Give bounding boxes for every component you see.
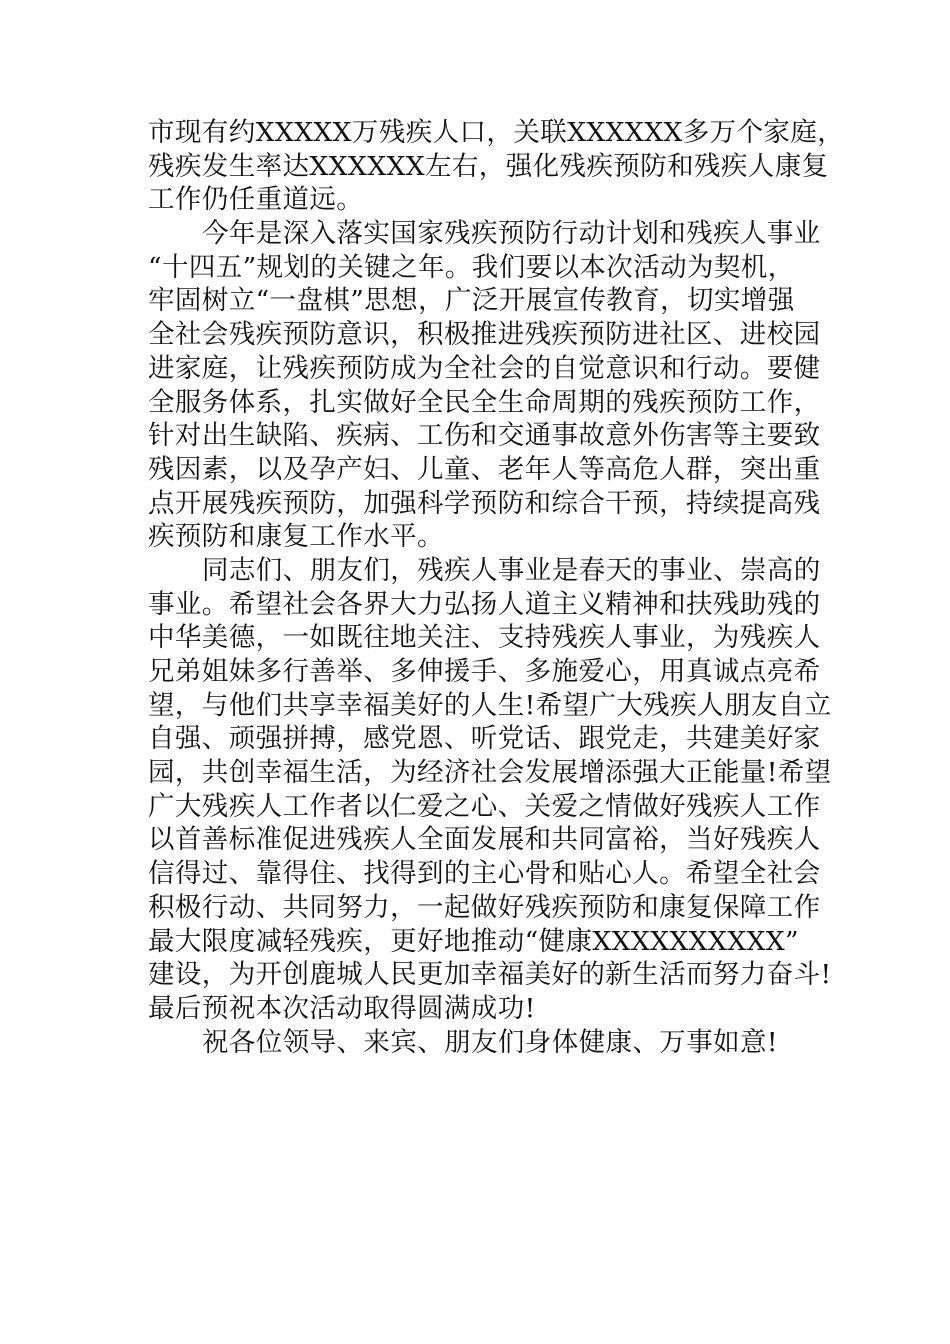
text-line: 市现有约XXXXX万残疾人口，关联XXXXXX多万个家庭，: [148, 117, 845, 148]
paragraph-2: [148, 217, 821, 554]
paragraph-4: [148, 1026, 808, 1060]
text-line: 兄弟姐妹多行善举、多伸援手、多施爱心，用真诚点亮希: [148, 656, 821, 687]
speech-body: [148, 116, 845, 1059]
text-line: 最后预祝本次活动取得圆满成功!: [148, 992, 536, 1024]
text-line: 事业。希望社会各界大力弘扬人道主义精神和扶残助残的: [148, 588, 821, 620]
text-line: 祝各位领导、来宾、朋友们身体健康、万事如意!: [202, 1026, 778, 1058]
text-line: 残疾发生率达XXXXXX左右，强化残疾预防和残疾人康复: [148, 150, 829, 182]
text-line: 今年是深入落实国家残疾预防行动计划和残疾人事业: [202, 218, 821, 250]
paragraph-3: [148, 554, 832, 1026]
text-line: 进家庭，让残疾预防成为全社会的自觉意识和行动。要健: [148, 352, 821, 384]
text-line: 工作仍任重道远。: [148, 184, 364, 216]
text-line: 牢固树立“一盘棋”思想，广泛开展宣传教育，切实增强: [148, 285, 795, 317]
text-line: 以首善标准促进残疾人全面发展和共同富裕，当好残疾人: [148, 824, 821, 856]
text-line: 全社会残疾预防意识，积极推进残疾预防进社区、进校园: [148, 319, 821, 351]
text-line: 全服务体系，扎实做好全民全生命周期的残疾预防工作，: [148, 386, 821, 418]
text-line: 中华美德，一如既往地关注、支持残疾人事业，为残疾人: [148, 622, 821, 654]
text-line: 最大限度减轻残疾，更好地推动“健康XXXXXXXXXX”: [148, 925, 799, 957]
text-line: 建设，为开创鹿城人民更加幸福美好的新生活而努力奋斗!: [148, 959, 832, 991]
text-line: 同志们、朋友们，残疾人事业是春天的事业、崇高的: [202, 554, 821, 586]
text-line: 望，与他们共享幸福美好的人生!希望广大残疾人朋友自立: [148, 689, 832, 721]
text-line: 残因素，以及孕产妇、儿童、老年人等高危人群，突出重: [148, 453, 821, 485]
text-line: “十四五”规划的关键之年。我们要以本次活动为契机，: [148, 251, 795, 283]
text-line: 积极行动、共同努力，一起做好残疾预防和康复保障工作: [148, 891, 821, 923]
text-line: 广大残疾人工作者以仁爱之心、关爱之情做好残疾人工作: [148, 790, 821, 822]
text-line: 园，共创幸福生活，为经济社会发展增添强大正能量!希望: [148, 757, 832, 789]
paragraph-1: [148, 116, 845, 217]
text-line: 信得过、靠得住、找得到的主心骨和贴心人。希望全社会: [148, 858, 821, 890]
text-line: 自强、顽强拼搏，感党恩、听党话、跟党走，共建美好家: [148, 723, 821, 755]
text-line: 针对出生缺陷、疾病、工伤和交通事故意外伤害等主要致: [148, 420, 821, 452]
text-line: 点开展残疾预防，加强科学预防和综合干预，持续提高残: [148, 487, 821, 519]
text-line: 疾预防和康复工作水平。: [148, 521, 444, 553]
